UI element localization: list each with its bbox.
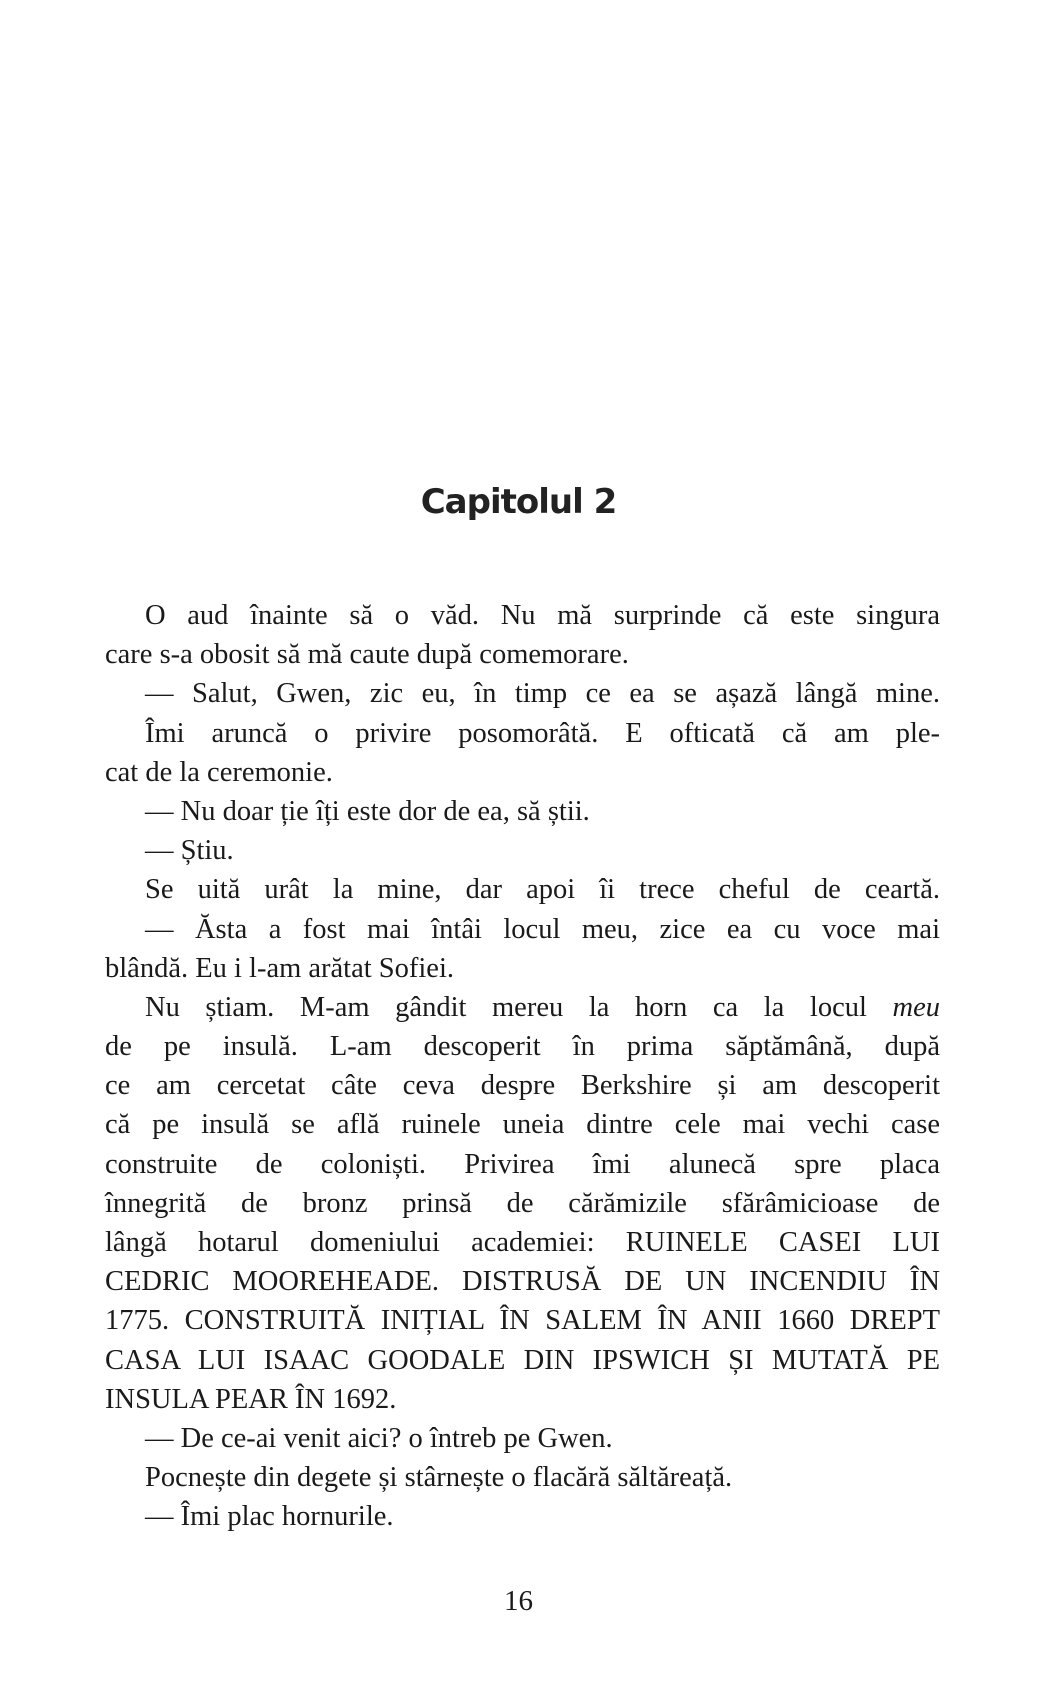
text-line	[105, 1066, 940, 1105]
text-line	[105, 988, 940, 1027]
text-line	[105, 714, 940, 753]
text-line	[105, 1301, 940, 1340]
page-number: 16	[504, 1585, 533, 1617]
text-line	[105, 1458, 940, 1497]
text-line-content: înnegrită de bronz prinsă de cărămizile sfărâmicioase de	[105, 1187, 940, 1219]
text-line	[105, 596, 940, 635]
chapter-body-text	[105, 596, 940, 1537]
text-line	[105, 1223, 940, 1262]
text-line	[105, 910, 940, 949]
text-line-content: — Nu doar ție îți este dor de ea, să știi.	[145, 795, 590, 827]
text-line-content: ce am cercetat câte ceva despre Berkshire și am descoperit	[105, 1070, 940, 1102]
text-line	[105, 1341, 940, 1380]
text-line-content: O aud înainte să o văd. Nu mă surprinde că este singura	[145, 600, 940, 631]
text-line	[105, 753, 940, 792]
text-line	[105, 1497, 940, 1536]
text-line-content: — Salut, Gwen, zic eu, în timp ce ea se așază lângă mine.	[145, 678, 940, 710]
text-line-content: — Ăsta a fost mai întâi locul meu, zice ea cu voce mai	[145, 913, 940, 945]
text-line	[105, 1027, 940, 1066]
text-line-content: blândă. Eu i l-am arătat Sofiei.	[105, 952, 454, 984]
text-line-content: Se uită urât la mine, dar apoi îi trece cheful de ceartă.	[145, 874, 940, 906]
text-line-content: Pocnește din degete și stârnește o flacără săltăreață.	[145, 1462, 733, 1494]
text-line-content: lângă hotarul domeniului academiei: RUINELE CASEI LUI	[105, 1227, 940, 1258]
text-line	[105, 1262, 940, 1301]
text-line	[105, 870, 940, 909]
text-line-content: de pe insulă. L-am descoperit în prima săptămână, după	[105, 1031, 940, 1063]
text-line-content: care s-a obosit să mă caute după comemorare.	[105, 639, 629, 671]
text-line-content: — Știu.	[145, 835, 234, 867]
text-line	[105, 792, 940, 831]
text-line	[105, 1419, 940, 1458]
text-line-content: INSULA PEAR ÎN 1692.	[105, 1383, 397, 1415]
text-line	[105, 831, 940, 870]
text-line	[105, 1145, 940, 1184]
text-line-content: că pe insulă se află ruinele uneia dintre cele mai vechi case	[105, 1109, 940, 1141]
text-line	[105, 1105, 940, 1144]
text-line-content: — De ce-ai venit aici? o întreb pe Gwen.	[145, 1422, 613, 1454]
emphasized-word: meu	[892, 991, 940, 1023]
text-line-content: cat de la ceremonie.	[105, 756, 333, 788]
text-line-content: CEDRIC MOOREHEADE. DISTRUSĂ DE UN INCENDIU ÎN	[105, 1266, 940, 1298]
text-line	[105, 1184, 940, 1223]
text-line-content: Îmi aruncă o privire posomorâtă. E ofticată că am ple-	[145, 717, 940, 749]
text-line-content: — Îmi plac hornurile.	[145, 1501, 394, 1533]
chapter-title: Capitolul 2	[420, 482, 617, 522]
text-line-content: Nu știam. M-am gândit mereu la horn ca la locul	[145, 991, 893, 1023]
text-line	[105, 1380, 940, 1419]
text-line	[105, 949, 940, 988]
text-line	[105, 674, 940, 713]
text-line-content: CASA LUI ISAAC GOODALE DIN IPSWICH ȘI MUTATĂ PE	[105, 1344, 940, 1376]
text-line	[105, 635, 940, 674]
text-line-content: construite de coloniști. Privirea îmi alunecă spre placa	[105, 1148, 940, 1180]
text-line-content: 1775. CONSTRUITĂ INIȚIAL ÎN SALEM ÎN ANII 1660 DREPT	[105, 1305, 940, 1337]
